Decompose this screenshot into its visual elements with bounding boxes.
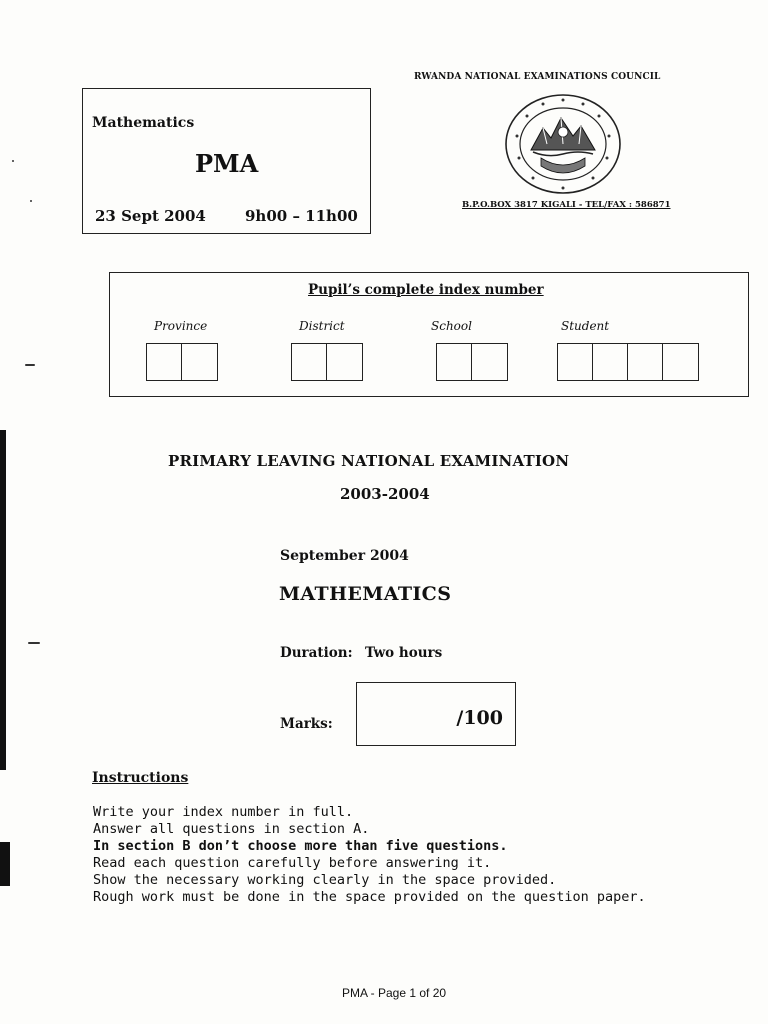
index-cell[interactable] — [628, 344, 663, 380]
index-number-title: Pupil’s complete index number — [308, 282, 544, 298]
student-label: Student — [561, 319, 610, 333]
instruction-item: Write your index number in full. — [93, 804, 354, 820]
index-cell[interactable] — [472, 344, 507, 380]
school-cells[interactable] — [436, 343, 508, 381]
rnec-seal-icon — [503, 92, 623, 196]
exam-time: 9h00 – 11h00 — [245, 207, 358, 225]
exam-subject: MATHEMATICS — [279, 583, 452, 605]
index-cell[interactable] — [558, 344, 593, 380]
council-name: RWANDA NATIONAL EXAMINATIONS COUNCIL — [414, 72, 661, 82]
index-cell[interactable] — [292, 344, 327, 380]
scan-speck — [25, 364, 35, 366]
duration-value: Two hours — [365, 645, 443, 661]
instruction-item: Rough work must be done in the space provided on the question paper. — [93, 889, 646, 905]
index-number-box — [109, 272, 749, 397]
exam-date: 23 Sept 2004 — [95, 207, 206, 225]
index-cell[interactable] — [593, 344, 628, 380]
scan-speck — [28, 642, 40, 644]
instruction-item: In section B don’t choose more than five questions. — [93, 838, 508, 854]
district-cells[interactable] — [291, 343, 363, 381]
instruction-item: Show the necessary working clearly in the space provided. — [93, 872, 557, 888]
index-cell[interactable] — [663, 344, 698, 380]
scan-edge-mark — [0, 430, 6, 770]
exam-year: 2003-2004 — [340, 485, 430, 503]
scan-edge-mark — [0, 842, 10, 886]
exam-month: September 2004 — [280, 548, 409, 564]
index-cell[interactable] — [437, 344, 472, 380]
index-cell[interactable] — [182, 344, 217, 380]
paper-code: PMA — [195, 149, 259, 178]
exam-title: PRIMARY LEAVING NATIONAL EXAMINATION — [168, 452, 570, 470]
council-contact: B.P.O.BOX 3817 KIGALI - TEL/FAX : 586871 — [462, 200, 671, 210]
province-cells[interactable] — [146, 343, 218, 381]
school-label: School — [431, 319, 472, 333]
header-subject: Mathematics — [92, 115, 195, 131]
marks-box[interactable] — [356, 682, 516, 746]
instruction-item: Answer all questions in section A. — [93, 821, 370, 837]
index-cell[interactable] — [327, 344, 362, 380]
scan-speck — [12, 160, 14, 162]
instruction-item: Read each question carefully before answering it. — [93, 855, 492, 871]
province-label: Province — [154, 319, 208, 333]
page-footer: PMA - Page 1 of 20 — [342, 986, 447, 1000]
index-cell[interactable] — [147, 344, 182, 380]
scan-speck — [30, 200, 32, 202]
instructions-list — [93, 804, 646, 906]
marks-total: /100 — [456, 707, 503, 729]
district-label: District — [299, 319, 345, 333]
student-cells[interactable] — [557, 343, 699, 381]
instructions-title: Instructions — [92, 770, 189, 786]
exam-header-box — [82, 88, 371, 234]
marks-label: Marks: — [280, 716, 333, 732]
duration-label: Duration: — [280, 645, 353, 661]
